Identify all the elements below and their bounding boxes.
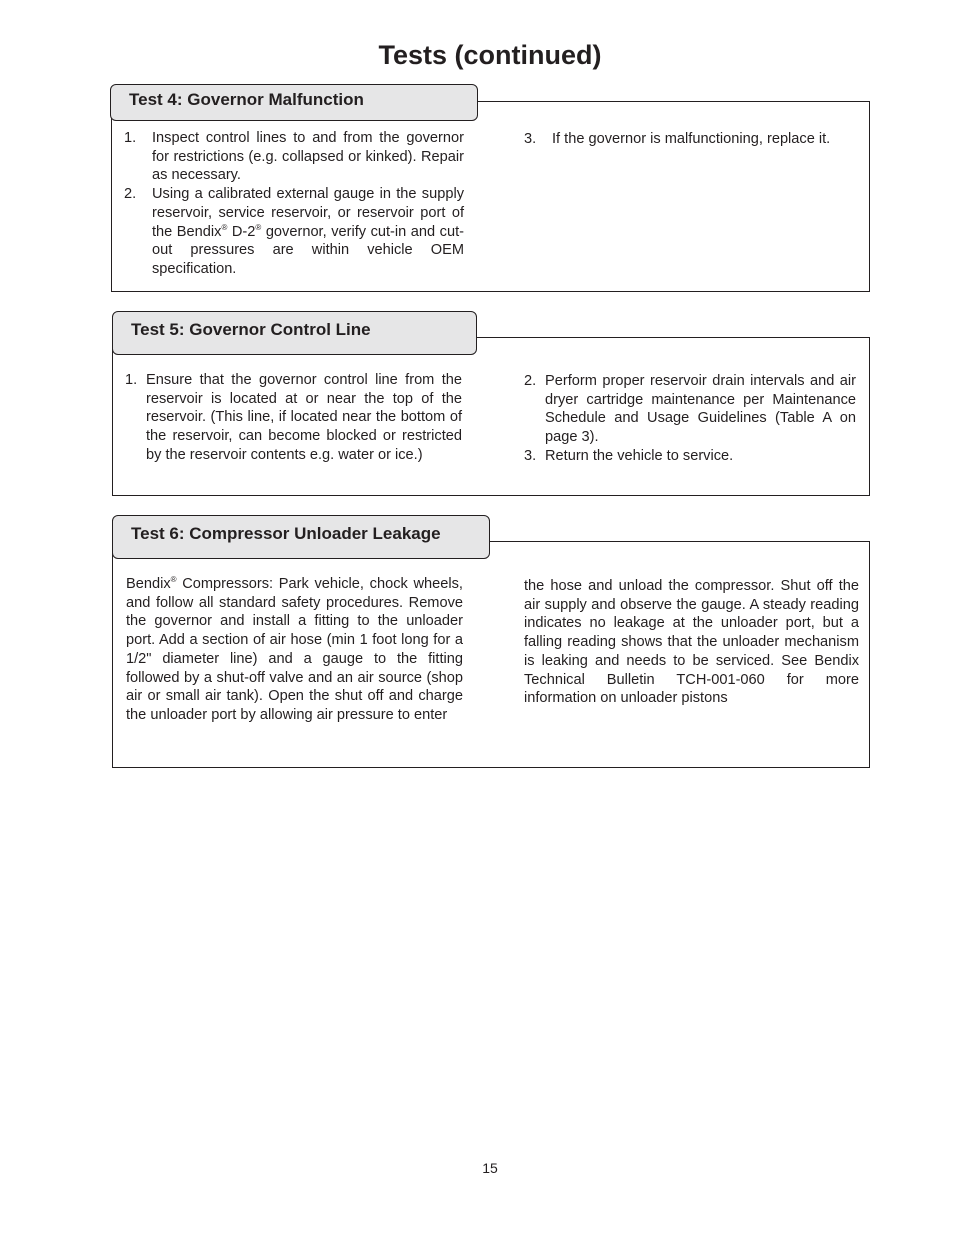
page-title: Tests (continued) xyxy=(378,40,602,70)
page-number: 15 xyxy=(482,1160,498,1176)
list-item: 1. Ensure that the governor control line from the reservoir is located at or near the top of the reservoir. (This line, if located near the bottom of the reservoir, can become blocked or restricted by the reservoir contents e.g. water or ice.) xyxy=(125,372,462,463)
test6-title: Test 6: Compressor Unloader Leakage xyxy=(131,524,441,543)
test4-right-column xyxy=(524,130,859,149)
test5-right-column xyxy=(524,372,856,466)
list-item: 2. Using a calibrated external gauge in the supply reservoir, service reservoir, or reservoir port of the Bendix® D-2® governor, verify cut-in and cut-out pressures are within vehicle OEM specification. xyxy=(124,186,464,277)
test6-right-column xyxy=(524,577,859,708)
test6-left-column xyxy=(126,575,463,725)
test5-left-column xyxy=(125,371,462,465)
test5-tab xyxy=(112,311,477,355)
test4-tab xyxy=(110,84,478,121)
test5-title: Test 5: Governor Control Line xyxy=(131,320,371,339)
test4-left-column xyxy=(124,129,464,279)
test6-left-paragraph: Bendix® Compressors: Park vehicle, chock wheels, and follow all standard safety procedures. Remove the governor and install a fitting to the unloader port. Add a section of air hose (min 1 foot long for a 1/2" diameter line) and a gauge to the fitting followed by a shut-off valve and an air source (shop air or small air tank). Open the shut off and charge the unloader port by allowing air pressure to enter xyxy=(126,575,463,723)
test6-right-paragraph: the hose and unload the compressor. Shut off the air supply and observe the gauge. A steady reading indicates no leakage at the unloader port, but a falling reading shows that the unloader mechanism is leaking and needs to be serviced. See Bendix Technical Bulletin TCH-001-060 for more information on unloader pistons xyxy=(524,578,859,707)
test4-title: Test 4: Governor Malfunction xyxy=(129,90,364,109)
list-item: 3. If the governor is malfunctioning, replace it. xyxy=(524,131,831,147)
list-item: 2. Perform proper reservoir drain intervals and air dryer cartridge maintenance per Maintenance Schedule and Usage Guidelines (Table A on page 3). xyxy=(524,373,856,446)
list-item: 3. Return the vehicle to service. xyxy=(524,447,734,464)
test6-tab xyxy=(112,515,490,559)
list-item: 1. Inspect control lines to and from the governor for restrictions (e.g. collapsed or kinked). Repair as necessary. xyxy=(124,130,464,184)
